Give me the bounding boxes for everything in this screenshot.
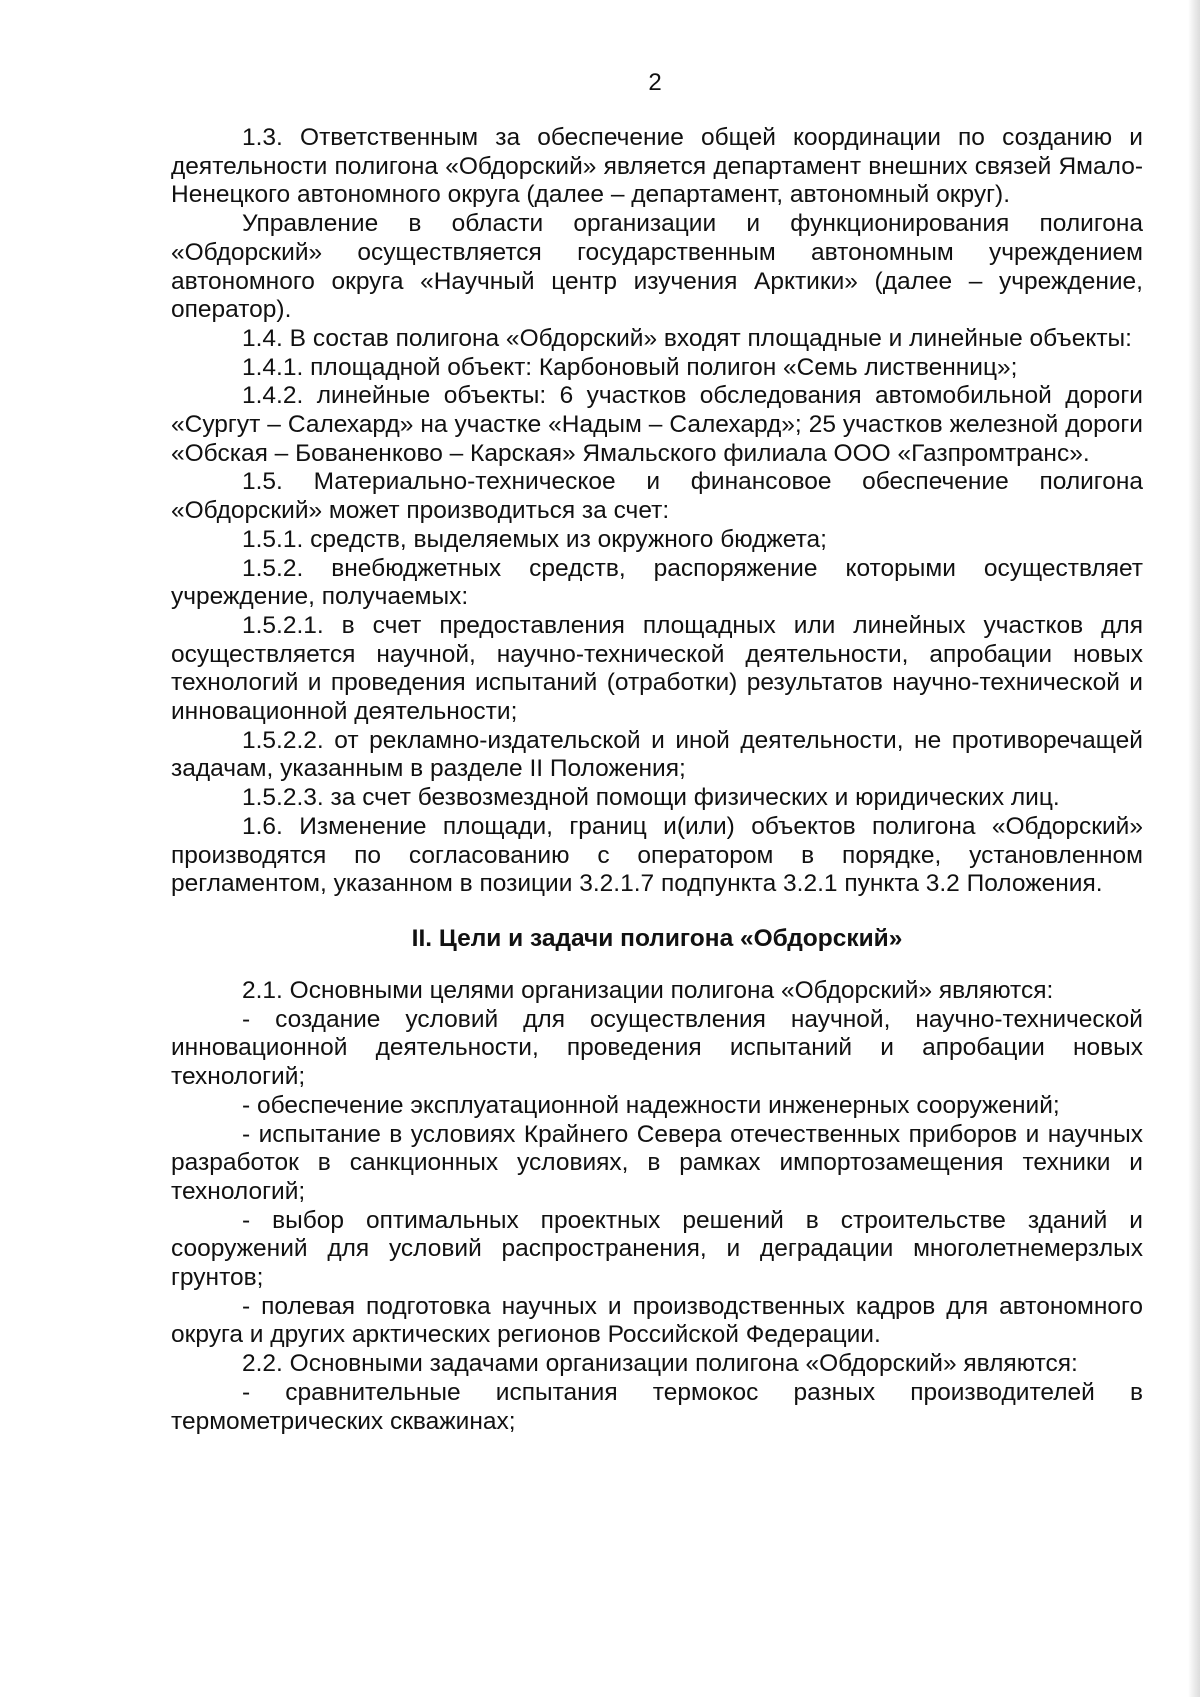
clause-1-3-management: Управление в области организации и функционирования полигона «Обдорский» осуществляется государственным автономным учреждением автономного округа «Научный центр изучения Арктики» (далее – учреждение, оператор). [171, 210, 1143, 324]
clause-1-5-1: 1.5.1. средств, выделяемых из окружного бюджета; [242, 525, 827, 553]
clause-2-2: 2.2. Основными задачами организации полигона «Обдорский» являются: [242, 1350, 1078, 1378]
clause-1-5-2-1: 1.5.2.1. в счет предоставления площадных или линейных участков для осуществляется научной, научно-технической деятельности, апробации новых технологий и проведения испытаний (отработки) результатов научно-технической и инновационной деятельности; [171, 611, 1143, 726]
task-item: - сравнительные испытания термокос разных производителей в термометрических скважинах; [171, 1378, 1143, 1435]
clause-2-1: 2.1. Основными целями организации полигона «Обдорский» являются: [242, 976, 1054, 1004]
section-general-provisions [171, 124, 1143, 899]
section-heading-goals: II. Цели и задачи полигона «Обдорский» [411, 924, 903, 952]
goal-item: - обеспечение эксплуатационной надежности инженерных сооружений; [242, 1091, 1060, 1119]
goal-item: - испытание в условиях Крайнего Севера отечественных приборов и научных разработок в санкционных условиях, в рамках импортозамещения техники и технологий; [171, 1120, 1143, 1205]
document-body [171, 124, 1143, 1436]
goal-item: - выбор оптимальных проектных решений в строительстве зданий и сооружений для условий распространения, и деградации многолетнемерзлых грунтов; [171, 1206, 1143, 1292]
clause-1-4: 1.4. В состав полигона «Обдорский» входят площадные и линейные объекты: [242, 324, 1132, 352]
clause-1-5-2: 1.5.2. внебюджетных средств, распоряжение которыми осуществляет учреждение, получаемых: [171, 554, 1143, 611]
section-goals-and-tasks [171, 977, 1143, 1436]
goal-item: - полевая подготовка научных и производственных кадров для автономного округа и других арктических регионов Российской Федерации. [171, 1292, 1143, 1349]
clause-1-5-2-2: 1.5.2.2. от рекламно-издательской и иной деятельности, не противоречащей задачам, указанным в разделе II Положения; [171, 726, 1143, 783]
clause-1-5: 1.5. Материально-техническое и финансовое обеспечение полигона «Обдорский» может производиться за счет: [171, 468, 1143, 525]
clause-1-4-2: 1.4.2. линейные объекты: 6 участков обследования автомобильной дороги «Сургут – Салехард» на участке «Надым – Салехард»; 25 участков железной дороги «Обская – Бованенково – Карская» Ямальского филиала ООО «Газпромтранс». [171, 382, 1143, 467]
clause-1-6: 1.6. Изменение площади, границ и(или) объектов полигона «Обдорский» производятся по согласованию с оператором в порядке, установленном регламентом, указанном в позиции 3.2.1.7 подпункта 3.2.1 пункта 3.2 Положения. [171, 812, 1143, 898]
clause-1-4-1: 1.4.1. площадной объект: Карбоновый полигон «Семь лиственниц»; [242, 353, 1018, 381]
scan-edge-shadow [1188, 0, 1200, 1697]
clause-1-5-2-3: 1.5.2.3. за счет безвозмездной помощи физических и юридических лиц. [242, 784, 1060, 812]
goal-item: - создание условий для осуществления научной, научно-технической инновационной деятельности, проведения испытаний и апробации новых технологий; [171, 1005, 1143, 1091]
clause-1-3: 1.3. Ответственным за обеспечение общей координации по созданию и деятельности полигона «Обдорский» является департамент внешних связей Ямало-Ненецкого автономного округа (далее – департамент, автономный округ). [171, 124, 1143, 209]
page-number: 2 [648, 69, 662, 96]
